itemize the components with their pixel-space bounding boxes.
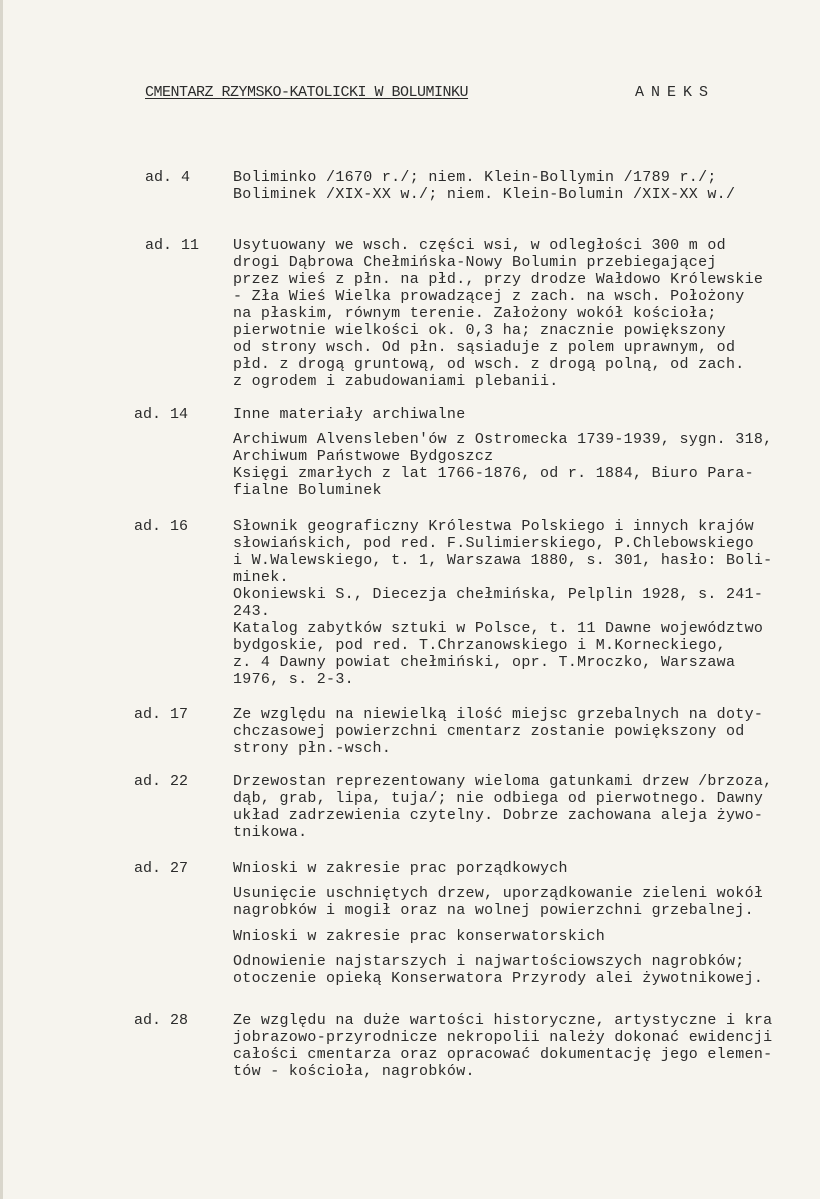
text-line: Ze względu na duże wartości historyczne, artystyczne i kra <box>233 1012 773 1029</box>
text-line: Wnioski w zakresie prac konserwatorskich <box>233 928 606 945</box>
text-line: Księgi zmarłych z lat 1766-1876, od r. 1884, Biuro Para- <box>233 465 754 482</box>
text-line: - Zła Wieś Wielka prowadzącej z zach. na wsch. Położony <box>233 288 745 305</box>
text-line: na płaskim, równym terenie. Założony wokół kościoła; <box>233 305 717 322</box>
page-header <box>145 84 745 104</box>
entry-label: ad. 4 <box>145 169 191 186</box>
text-line: od strony wsch. Od płn. sąsiaduje z polem uprawnym, od <box>233 339 736 356</box>
text-line: chczasowej powierzchni cmentarz zostanie powiększony od <box>233 723 745 740</box>
text-line: Archiwum Państwowe Bydgoszcz <box>233 448 494 465</box>
text-line: pierwotnie wielkości ok. 0,3 ha; znacznie powiększony <box>233 322 726 339</box>
entry-label: ad. 22 <box>134 773 189 790</box>
text-line: dąb, grab, lipa, tuja/; nie odbiega od pierwotnego. Dawny <box>233 790 764 807</box>
text-line: nagrobków i mogił oraz na wolnej powierzchni grzebalnej. <box>233 902 754 919</box>
text-line: tnikowa. <box>233 824 308 841</box>
entry-label: ad. 11 <box>145 237 200 254</box>
text-line: przez wieś z płn. na płd., przy drodze Wałdowo Królewskie <box>233 271 764 288</box>
page-edge-shadow <box>0 0 3 1199</box>
entry-label: ad. 14 <box>134 406 189 423</box>
text-line: jobrazowo-przyrodnicze nekropolii należy dokonać ewidencji <box>233 1029 773 1046</box>
text-line: Wnioski w zakresie prac porządkowych <box>233 860 568 877</box>
entry-label: ad. 16 <box>134 518 189 535</box>
text-line: minek. <box>233 569 289 586</box>
text-line: Usunięcie uschniętych drzew, uporządkowanie zieleni wokół <box>233 885 764 902</box>
text-line: 1976, s. 2-3. <box>233 671 354 688</box>
text-line: drogi Dąbrowa Chełmińska-Nowy Bolumin przebiegającej <box>233 254 717 271</box>
text-line: Usytuowany we wsch. części wsi, w odległości 300 m od <box>233 237 726 254</box>
text-line: Boliminko /1670 r./; niem. Klein-Bollymin /1789 r./; <box>233 169 717 186</box>
text-line: Boliminek /XIX-XX w./; niem. Klein-Bolumin /XIX-XX w./ <box>233 186 736 203</box>
entry-text <box>233 706 820 757</box>
entry-label: ad. 27 <box>134 860 189 877</box>
entry-text <box>233 237 820 390</box>
text-line: fialne Boluminek <box>233 482 382 499</box>
text-line: Ze względu na niewielką ilość miejsc grzebalnych na doty- <box>233 706 764 723</box>
text-line: Inne materiały archiwalne <box>233 406 466 423</box>
text-line: całości cmentarza oraz opracować dokumentację jego elemen- <box>233 1046 773 1063</box>
text-line: Katalog zabytków sztuki w Polsce, t. 11 Dawne województwo <box>233 620 764 637</box>
text-line: 243. <box>233 603 271 620</box>
entry-text <box>233 860 820 987</box>
text-line: z. 4 Dawny powiat chełmiński, opr. T.Mroczko, Warszawa <box>233 654 736 671</box>
text-line: Słownik geograficzny Królestwa Polskiego i innych krajów <box>233 518 754 535</box>
entry-text <box>233 518 820 688</box>
text-line: otoczenie opieką Konserwatora Przyrody alei żywotnikowej. <box>233 970 764 987</box>
entry-label: ad. 28 <box>134 1012 189 1029</box>
text-line: tów - kościoła, nagrobków. <box>233 1063 475 1080</box>
document-title: CMENTARZ RZYMSKO-KATOLICKI W BOLUMINKU <box>145 84 469 101</box>
text-line: Okoniewski S., Diecezja chełmińska, Pelplin 1928, s. 241- <box>233 586 764 603</box>
text-line: i W.Walewskiego, t. 1, Warszawa 1880, s. 301, hasło: Boli- <box>233 552 773 569</box>
entry-text <box>233 1012 820 1080</box>
entry-text <box>233 169 820 203</box>
text-line: słowiańskich, pod red. F.Sulimierskiego, P.Chlebowskiego <box>233 535 754 552</box>
text-line: układ zadrzewienia czytelny. Dobrze zachowana aleja żywo- <box>233 807 764 824</box>
annex-heading: ANEKS <box>635 84 716 101</box>
text-line: strony płn.-wsch. <box>233 740 392 757</box>
text-line: Drzewostan reprezentowany wieloma gatunkami drzew /brzoza, <box>233 773 773 790</box>
text-line: Odnowienie najstarszych i najwartościowszych nagrobków; <box>233 953 745 970</box>
text-line: z ogrodem i zabudowaniami plebanii. <box>233 373 559 390</box>
entry-text <box>233 773 820 841</box>
entry-label: ad. 17 <box>134 706 189 723</box>
text-line: płd. z drogą gruntową, od wsch. z drogą polną, od zach. <box>233 356 745 373</box>
entry-text <box>233 406 820 499</box>
text-line: bydgoskie, pod red. T.Chrzanowskiego i M.Korneckiego, <box>233 637 726 654</box>
text-line: Archiwum Alvensleben'ów z Ostromecka 1739-1939, sygn. 318, <box>233 431 773 448</box>
